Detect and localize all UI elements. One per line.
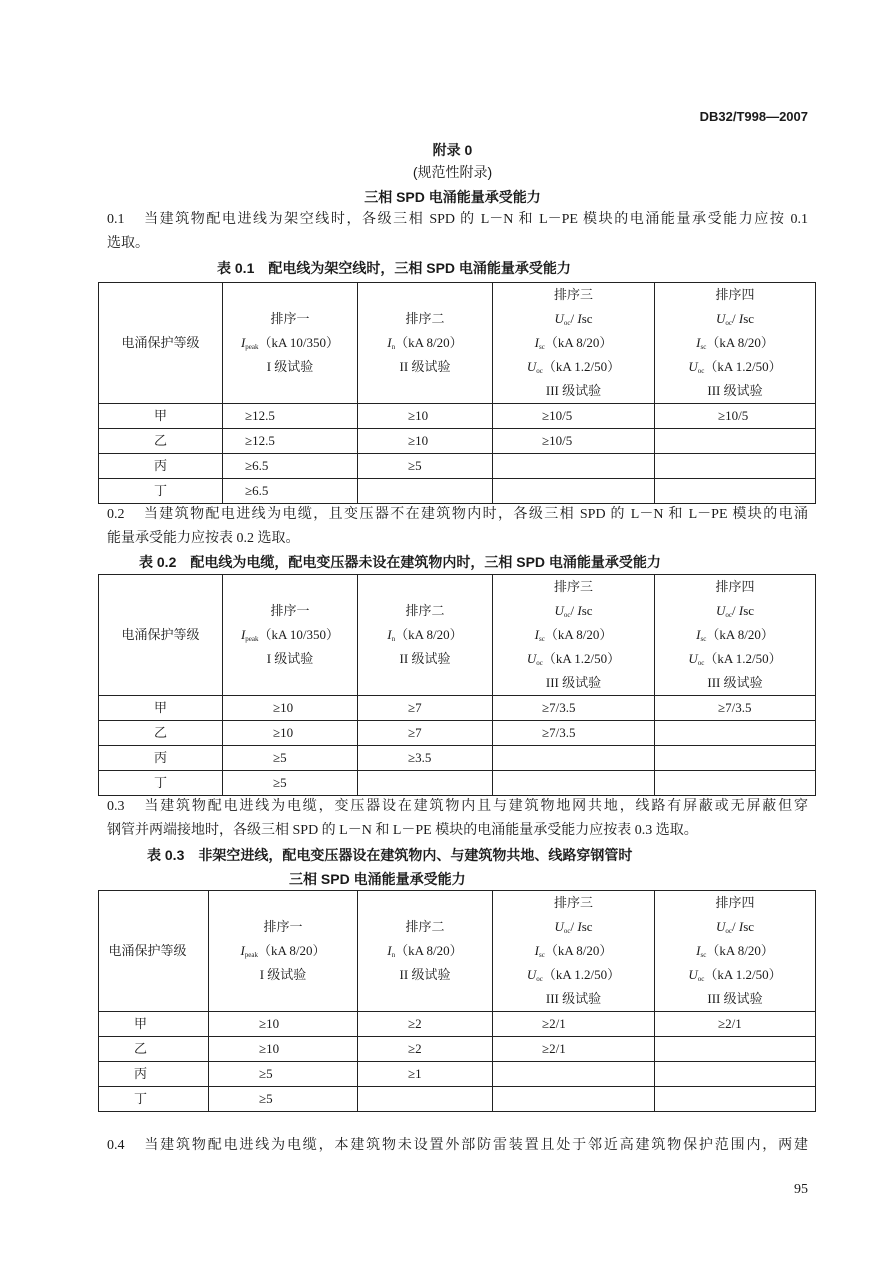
clause-line (107, 208, 808, 232)
header-text: / (570, 919, 578, 934)
subscript-text: oc (725, 319, 732, 327)
rating-value-cell: ≥2 (358, 1012, 493, 1037)
header-text: （kA 1.2/50） (542, 359, 621, 374)
subscript-text: oc (563, 319, 571, 327)
subscript-text: oc (536, 975, 543, 983)
clause-line (107, 1134, 808, 1158)
header-text: I 级试验 (266, 651, 314, 666)
subscript-text: oc (725, 611, 732, 619)
header-text: I 级试验 (266, 359, 314, 374)
symbol-text: I (577, 311, 582, 326)
symbol-text: U (688, 651, 698, 666)
header-line (358, 623, 492, 647)
protection-level-cell: 丙 (99, 1062, 209, 1087)
rating-value-cell (655, 479, 816, 504)
rating-value-cell: ≥5 (358, 454, 493, 479)
table-row (99, 404, 816, 429)
header-text: （kA 1.2/50） (704, 651, 782, 666)
rating-value-cell (655, 1087, 816, 1112)
protection-level-cell: 丁 (99, 771, 223, 796)
header-text: / (731, 919, 739, 934)
header-line (655, 599, 815, 623)
header-line (358, 355, 492, 379)
rating-value-cell: ≥7/3.5 (655, 696, 816, 721)
clause-line (107, 503, 808, 527)
header-line (209, 915, 357, 939)
symbol-text: I (387, 627, 392, 642)
symbol-text: U (554, 919, 564, 934)
protection-level-cell: 乙 (99, 721, 223, 746)
header-line (223, 355, 357, 379)
table-row (99, 1012, 816, 1037)
header-line (223, 623, 357, 647)
table-row (99, 696, 816, 721)
table-caption: 三相 SPD 电涌能量承受能力 (289, 871, 466, 887)
header-line (209, 939, 357, 963)
protection-level-cell: 丙 (99, 746, 223, 771)
rating-value-cell: ≥10/5 (655, 404, 816, 429)
rank-four-header (655, 283, 816, 404)
header-text: III 级试验 (545, 675, 602, 690)
header-line (493, 283, 654, 307)
header-text: 排序三 (553, 579, 593, 594)
header-line (223, 647, 357, 671)
rating-value-cell (358, 1087, 493, 1112)
header-text: / (570, 311, 578, 326)
spd-capacity-table (98, 282, 816, 504)
rating-value-cell: ≥5 (223, 771, 358, 796)
rating-value-cell (655, 1062, 816, 1087)
rating-value-cell (655, 771, 816, 796)
table-row (99, 771, 816, 796)
rating-value-cell: ≥7/3.5 (493, 696, 655, 721)
header-text: （kA 8/20） (706, 335, 774, 350)
subscript-text: sc (700, 635, 707, 643)
symbol-text: U (688, 359, 698, 374)
header-line (493, 915, 654, 939)
rating-value-cell: ≥2 (358, 1037, 493, 1062)
symbol-text: I (738, 919, 744, 934)
rating-value-cell: ≥6.5 (223, 454, 358, 479)
table-row (99, 746, 816, 771)
rating-value-cell: ≥12.5 (223, 404, 358, 429)
rating-value-cell: ≥3.5 (358, 746, 493, 771)
subscript-text: n (391, 951, 396, 959)
symbol-text: I (577, 919, 582, 934)
header-text: III 级试验 (707, 991, 763, 1006)
clause-0-1 (107, 208, 808, 256)
symbol-text: I (534, 943, 539, 958)
header-text: III 级试验 (707, 383, 763, 398)
header-line (655, 307, 815, 331)
rating-value-cell (655, 454, 816, 479)
header-line (493, 647, 654, 671)
header-line (358, 939, 492, 963)
rating-value-cell: ≥7 (358, 721, 493, 746)
symbol-text: I (577, 603, 582, 618)
symbol-text: I (696, 335, 701, 350)
subscript-text: peak (245, 635, 259, 643)
table-row (99, 1037, 816, 1062)
clause-0-3 (107, 795, 808, 843)
rating-value-cell (655, 746, 816, 771)
rating-value-cell: ≥10 (209, 1037, 358, 1062)
rating-value-cell: ≥10 (223, 721, 358, 746)
header-line (358, 331, 492, 355)
header-line (99, 939, 196, 963)
rating-value-cell: ≥10 (358, 429, 493, 454)
header-text: 排序一 (270, 603, 310, 618)
header-line (358, 915, 492, 939)
header-text: 电涌保护等级 (121, 627, 200, 642)
header-line (655, 355, 815, 379)
header-line (209, 963, 357, 987)
rating-value-cell: ≥10/5 (493, 404, 655, 429)
rating-value-cell (655, 1037, 816, 1062)
header-text: III 级试验 (545, 991, 602, 1006)
rating-value-cell: ≥7 (358, 696, 493, 721)
clause-line: 能量承受能力应按表 0.2 选取。 (107, 531, 300, 546)
header-line (223, 599, 357, 623)
rating-value-cell (493, 746, 655, 771)
symbol-text: U (715, 311, 726, 326)
header-line (493, 671, 654, 695)
spd-capacity-table (98, 574, 816, 796)
header-text: I 级试验 (259, 967, 307, 982)
subscript-text: oc (536, 659, 543, 667)
table-row (99, 454, 816, 479)
subscript-text: peak (245, 343, 259, 351)
header-text: 排序二 (405, 603, 445, 618)
symbol-text: I (696, 627, 701, 642)
header-line (223, 307, 357, 331)
header-line (493, 331, 654, 355)
symbol-text: I (738, 311, 744, 326)
header-line (493, 891, 654, 915)
table-row (99, 1062, 816, 1087)
header-line (655, 283, 815, 307)
rating-value-cell (655, 721, 816, 746)
header-text: （kA 10/350） (258, 335, 340, 350)
rank-four-header (655, 575, 816, 696)
rating-value-cell (493, 454, 655, 479)
header-text: 排序二 (405, 311, 445, 326)
header-text: 排序三 (553, 895, 593, 910)
symbol-text: U (526, 359, 537, 374)
header-text: （kA 1.2/50） (704, 967, 782, 982)
clause-number: 0.1 (107, 212, 125, 227)
header-text: 排序四 (715, 579, 755, 594)
clause-line: 钢管并两端接地时，各级三相 SPD 的 L－N 和 L－PE 模块的电涌能量承受能力应按表 0.3 选取。 (107, 823, 698, 838)
rank-three-header (493, 891, 655, 1012)
symbol-text: U (526, 967, 537, 982)
rating-value-cell: ≥10 (358, 404, 493, 429)
protection-level-cell: 丙 (99, 454, 223, 479)
header-text: II 级试验 (399, 359, 451, 374)
header-text: （kA 1.2/50） (542, 967, 621, 982)
header-line (358, 599, 492, 623)
rating-value-cell: ≥5 (209, 1087, 358, 1112)
table-header-row (99, 575, 816, 696)
table-caption: 表 0.2 配电线为电缆，配电变压器未设在建筑物内时，三相 SPD 电涌能量承受能力 (139, 554, 661, 570)
header-text: （kA 8/20） (544, 943, 613, 958)
subscript-text: oc (563, 927, 571, 935)
header-text: II 级试验 (399, 967, 451, 982)
rank-two-header (358, 575, 493, 696)
header-text: 电涌保护等级 (108, 943, 187, 958)
header-line (655, 891, 815, 915)
table-header-row (99, 891, 816, 1012)
header-line (358, 963, 492, 987)
spd-table-3 (98, 890, 816, 1112)
rating-value-cell: ≥2/1 (493, 1012, 655, 1037)
subscript-text: oc (697, 975, 705, 983)
header-line (99, 331, 222, 355)
rating-value-cell (493, 479, 655, 504)
header-text: sc (743, 919, 755, 934)
header-line (655, 939, 815, 963)
subscript-text: oc (563, 611, 571, 619)
header-text: （kA 8/20） (258, 943, 326, 958)
header-text: 排序三 (553, 287, 593, 302)
symbol-text: I (696, 943, 701, 958)
header-line (493, 623, 654, 647)
subscript-text: n (391, 343, 396, 351)
table-caption: 表 0.3 非架空进线，配电变压器设在建筑物内、与建筑物共地、线路穿钢管时 (147, 847, 633, 863)
header-line (655, 331, 815, 355)
clause-line (107, 795, 808, 819)
rating-value-cell: ≥7/3.5 (493, 721, 655, 746)
symbol-text: U (688, 967, 698, 982)
subscript-text: oc (697, 659, 705, 667)
clause-number: 0.4 (107, 1138, 125, 1153)
header-text: sc (581, 919, 593, 934)
rating-value-cell (358, 771, 493, 796)
symbol-text: I (738, 603, 744, 618)
clause-line: 选取。 (107, 236, 149, 251)
header-line (655, 963, 815, 987)
rating-value-cell: ≥1 (358, 1062, 493, 1087)
header-text: III 级试验 (545, 383, 602, 398)
table-row (99, 429, 816, 454)
symbol-text: I (534, 627, 539, 642)
symbol-text: I (387, 335, 392, 350)
symbol-text: I (387, 943, 392, 958)
rank-three-header (493, 283, 655, 404)
clause-text: 当建筑物配电进线为电缆，本建筑物未设置外部防雷装置且处于邻近高建筑物保护范围内，两建 (142, 1138, 808, 1153)
rank-one-header (223, 283, 358, 404)
spd-table-1 (98, 282, 816, 504)
rank-four-header (655, 891, 816, 1012)
protection-level-cell: 乙 (99, 429, 223, 454)
protection-level-header (99, 575, 223, 696)
subscript-text: oc (536, 367, 543, 375)
header-line (655, 647, 815, 671)
header-line (655, 379, 815, 403)
rating-value-cell: ≥10 (209, 1012, 358, 1037)
clause-text: 当建筑物配电进线为架空线时，各级三相 SPD 的 L－N 和 L－PE 模块的电涌能量承受能力应按 0.1 (142, 212, 808, 227)
header-line (358, 307, 492, 331)
header-text: （kA 8/20） (395, 627, 463, 642)
header-line (655, 987, 815, 1011)
symbol-text: U (526, 651, 537, 666)
symbol-text: I (240, 943, 245, 958)
rank-two-header (358, 891, 493, 1012)
clause-0-4 (107, 1134, 808, 1158)
rating-value-cell: ≥2/1 (493, 1037, 655, 1062)
protection-level-cell: 甲 (99, 404, 223, 429)
rating-value-cell: ≥10/5 (493, 429, 655, 454)
header-text: 排序四 (715, 287, 755, 302)
header-text: （kA 1.2/50） (542, 651, 621, 666)
header-line (493, 939, 654, 963)
header-text: （kA 8/20） (395, 335, 463, 350)
subscript-text: sc (700, 343, 707, 351)
protection-level-cell: 丁 (99, 479, 223, 504)
header-line (655, 575, 815, 599)
rating-value-cell (493, 1087, 655, 1112)
header-text: （kA 8/20） (544, 335, 613, 350)
header-line (358, 647, 492, 671)
subscript-text: sc (538, 635, 545, 643)
rating-value-cell: ≥12.5 (223, 429, 358, 454)
rating-value-cell: ≥5 (223, 746, 358, 771)
appendix-heading: 三相 SPD 电涌能量承受能力 (364, 189, 541, 205)
header-text: sc (581, 603, 593, 618)
rating-value-cell (493, 771, 655, 796)
subscript-text: peak (244, 951, 258, 959)
symbol-text: I (240, 627, 246, 642)
header-text: （kA 8/20） (544, 627, 613, 642)
protection-level-cell: 甲 (99, 696, 223, 721)
header-text: （kA 10/350） (258, 627, 340, 642)
table-header-row (99, 283, 816, 404)
rating-value-cell (358, 479, 493, 504)
rank-three-header (493, 575, 655, 696)
rank-one-header (209, 891, 358, 1012)
appendix-title: 附录 0 (432, 142, 473, 158)
clause-text: 当建筑物配电进线为电缆，且变压器不在建筑物内时，各级三相 SPD 的 L－N 和 L－PE 模块的电涌 (142, 507, 808, 522)
header-line (655, 671, 815, 695)
header-line (223, 331, 357, 355)
header-line (655, 915, 815, 939)
protection-level-cell: 甲 (99, 1012, 209, 1037)
symbol-text: U (715, 603, 726, 618)
header-line (99, 623, 222, 647)
header-text: 电涌保护等级 (121, 335, 200, 350)
spd-capacity-table (98, 890, 816, 1112)
appendix-type: (规范性附录) (412, 164, 493, 180)
header-text: （kA 8/20） (706, 943, 774, 958)
symbol-text: I (240, 335, 246, 350)
document-code: DB32/T998—2007 (699, 109, 808, 124)
header-line (493, 963, 654, 987)
header-text: / (731, 311, 739, 326)
subscript-text: oc (725, 927, 732, 935)
header-text: 排序二 (405, 919, 445, 934)
protection-level-cell: 乙 (99, 1037, 209, 1062)
protection-level-header (99, 891, 209, 1012)
subscript-text: oc (697, 367, 705, 375)
header-text: II 级试验 (399, 651, 451, 666)
protection-level-cell: 丁 (99, 1087, 209, 1112)
header-text: 排序四 (715, 895, 755, 910)
clause-number: 0.2 (107, 507, 125, 522)
rating-value-cell (655, 429, 816, 454)
header-text: sc (581, 311, 593, 326)
subscript-text: n (391, 635, 396, 643)
clause-0-2 (107, 503, 808, 551)
rating-value-cell (493, 1062, 655, 1087)
header-line (655, 623, 815, 647)
header-text: / (570, 603, 578, 618)
rank-two-header (358, 283, 493, 404)
header-line (493, 575, 654, 599)
rating-value-cell: ≥5 (209, 1062, 358, 1087)
header-line (493, 355, 654, 379)
header-line (493, 987, 654, 1011)
header-text: III 级试验 (707, 675, 763, 690)
rank-one-header (223, 575, 358, 696)
spd-table-2 (98, 574, 816, 796)
header-text: sc (743, 603, 755, 618)
header-text: sc (743, 311, 755, 326)
header-text: （kA 8/20） (706, 627, 774, 642)
header-text: 排序一 (270, 311, 310, 326)
table-row (99, 721, 816, 746)
symbol-text: U (554, 603, 564, 618)
table-row (99, 479, 816, 504)
page-number: 95 (794, 1182, 808, 1197)
header-text: （kA 1.2/50） (704, 359, 782, 374)
header-line (493, 307, 654, 331)
table-row (99, 1087, 816, 1112)
symbol-text: U (715, 919, 726, 934)
rating-value-cell: ≥6.5 (223, 479, 358, 504)
rating-value-cell: ≥10 (223, 696, 358, 721)
subscript-text: sc (538, 343, 545, 351)
clause-number: 0.3 (107, 799, 125, 814)
table-caption: 表 0.1 配电线为架空线时，三相 SPD 电涌能量承受能力 (217, 260, 571, 276)
clause-text: 当建筑物配电进线为电缆，变压器设在建筑物内且与建筑物地网共地，线路有屏蔽或无屏蔽但穿 (142, 799, 808, 814)
header-text: 排序一 (263, 919, 303, 934)
header-line (493, 599, 654, 623)
header-text: （kA 8/20） (395, 943, 463, 958)
subscript-text: sc (538, 951, 545, 959)
symbol-text: U (554, 311, 564, 326)
protection-level-header (99, 283, 223, 404)
symbol-text: I (534, 335, 539, 350)
header-text: / (731, 603, 739, 618)
subscript-text: sc (700, 951, 707, 959)
rating-value-cell: ≥2/1 (655, 1012, 816, 1037)
header-line (493, 379, 654, 403)
